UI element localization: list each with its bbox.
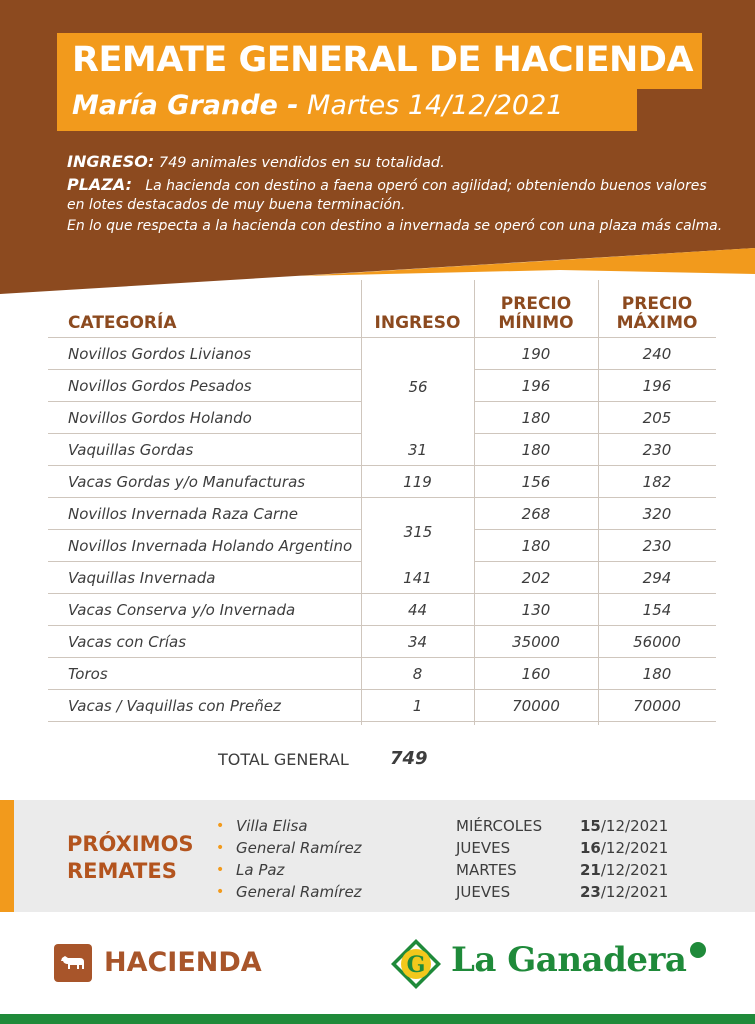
proximo-place: General Ramírez — [236, 839, 362, 857]
proximo-place: La Paz — [236, 861, 285, 879]
categoria-cell: Novillos Gordos Holando — [68, 408, 252, 427]
table-row — [48, 658, 716, 690]
precio-maximo-cell: 205 — [642, 408, 672, 427]
precio-maximo-cell: 182 — [642, 472, 672, 491]
plaza-label: PLAZA: — [67, 175, 132, 194]
proximo-day: JUEVES — [456, 883, 511, 901]
precio-maximo-cell: 230 — [642, 440, 672, 459]
proximo-date — [580, 839, 700, 857]
proximo-date-rest: /12/2021 — [600, 883, 669, 901]
proximo-day-num: 21 — [580, 861, 601, 879]
ingreso-merged-gordos: 56 — [362, 339, 474, 435]
precio-minimo-cell: 35000 — [512, 632, 560, 651]
logo-letter: G — [406, 952, 426, 978]
table-row — [48, 434, 716, 466]
ingreso-cell: 8 — [412, 664, 423, 683]
categoria-cell: Vacas Conserva y/o Invernada — [68, 600, 296, 619]
precio-minimo-cell: 196 — [521, 376, 551, 395]
categoria-cell: Vaquillas Invernada — [68, 568, 216, 587]
bullet-icon: • — [216, 840, 225, 856]
ingreso-cell: 141 — [403, 568, 432, 587]
proximos-title — [67, 831, 194, 885]
proximo-date — [580, 861, 700, 879]
col-precio-maximo-2: MÁXIMO — [616, 313, 698, 333]
categoria-cell: Vaquillas Gordas — [68, 440, 194, 459]
col-precio-minimo-1: PRECIO — [500, 294, 572, 314]
col-divider — [598, 280, 599, 725]
precio-minimo-cell: 180 — [521, 536, 551, 555]
proximo-day: MARTES — [456, 861, 517, 879]
proximo-day: MIÉRCOLES — [456, 817, 543, 835]
precio-maximo-cell: 70000 — [633, 696, 681, 715]
proximos-accent — [0, 800, 14, 912]
col-divider — [474, 280, 475, 725]
proximos-list — [216, 815, 700, 903]
col-precio-minimo — [474, 295, 598, 333]
footer-bar — [0, 1014, 755, 1024]
brand-badge-icon — [690, 942, 706, 958]
precio-maximo-cell: 196 — [642, 376, 672, 395]
bullet-icon: • — [216, 862, 225, 878]
total-label: TOTAL GENERAL — [218, 750, 349, 769]
proximo-date-rest: /12/2021 — [600, 839, 669, 857]
table-row — [48, 594, 716, 626]
precio-minimo-cell: 156 — [521, 472, 551, 491]
proximo-date — [580, 883, 700, 901]
col-precio-minimo-2: MÍNIMO — [498, 313, 574, 333]
ingreso-cell: 44 — [407, 600, 428, 619]
precio-maximo-cell: 230 — [642, 536, 672, 555]
ingreso-label: INGRESO: — [67, 152, 155, 171]
categoria-cell: Novillos Gordos Livianos — [68, 344, 252, 363]
price-table — [48, 280, 716, 722]
categoria-cell: Novillos Invernada Raza Carne — [68, 504, 298, 523]
brand-name: La Ganadera — [451, 940, 687, 980]
plaza-text-1: La hacienda con destino a faena operó con agilidad; obteniendo buenos valores en lotes destacados de muy buena terminación. — [67, 178, 707, 213]
precio-maximo-cell: 240 — [642, 344, 672, 363]
proximo-item — [216, 859, 700, 881]
col-precio-maximo-1: PRECIO — [621, 294, 693, 314]
proximo-place: General Ramírez — [236, 883, 362, 901]
precio-maximo-cell: 294 — [642, 568, 672, 587]
col-categoria: CATEGORÍA — [68, 313, 177, 333]
precio-minimo-cell: 180 — [521, 440, 551, 459]
categoria-cell: Vacas Gordas y/o Manufacturas — [68, 472, 306, 491]
precio-minimo-cell: 70000 — [512, 696, 560, 715]
categoria-cell: Novillos Gordos Pesados — [68, 376, 252, 395]
categoria-cell: Toros — [68, 664, 108, 683]
precio-maximo-cell: 180 — [642, 664, 672, 683]
hacienda-label: HACIENDA — [104, 947, 262, 978]
precio-minimo-cell: 180 — [521, 408, 551, 427]
proximo-item — [216, 881, 700, 903]
la-ganadera-logo-icon — [390, 938, 442, 990]
subtitle-place: María Grande - — [72, 90, 299, 121]
proximo-day-num: 16 — [580, 839, 601, 857]
proximo-place: Villa Elisa — [236, 817, 308, 835]
precio-minimo-cell: 268 — [521, 504, 551, 523]
precio-minimo-cell: 130 — [521, 600, 551, 619]
intro-text — [67, 152, 727, 238]
categoria-cell: Novillos Invernada Holando Argentino — [68, 536, 353, 555]
categoria-cell: Vacas con Crías — [68, 632, 187, 651]
precio-maximo-cell: 56000 — [633, 632, 681, 651]
proximo-day-num: 15 — [580, 817, 601, 835]
proximo-item — [216, 815, 700, 837]
categoria-cell: Vacas / Vaquillas con Preñez — [68, 696, 281, 715]
plaza-text-2: En lo que respecta a la hacienda con destino a invernada se operó con una plaza más calma. — [67, 218, 723, 234]
proximo-date-rest: /12/2021 — [600, 817, 669, 835]
proximos-title-1: PRÓXIMOS — [67, 832, 194, 856]
table-row — [48, 626, 716, 658]
cow-icon — [54, 944, 92, 982]
precio-minimo-cell: 190 — [521, 344, 551, 363]
table-row — [48, 562, 716, 594]
table-row — [48, 690, 716, 722]
proximo-day: JUEVES — [456, 839, 511, 857]
ingreso-text: 749 animales vendidos en su totalidad. — [158, 155, 445, 171]
proximo-item — [216, 837, 700, 859]
proximo-date — [580, 817, 700, 835]
proximo-day-num: 23 — [580, 883, 601, 901]
ingreso-cell: 31 — [407, 440, 428, 459]
proximo-date-rest: /12/2021 — [600, 861, 669, 879]
bullet-icon: • — [216, 884, 225, 900]
ingreso-cell: 119 — [403, 472, 432, 491]
col-ingreso: INGRESO — [374, 313, 461, 333]
precio-minimo-cell: 202 — [521, 568, 551, 587]
table-header — [48, 280, 716, 338]
ingreso-cell: 1 — [412, 696, 423, 715]
precio-maximo-cell: 154 — [642, 600, 672, 619]
col-precio-maximo — [598, 295, 716, 333]
table-row — [48, 466, 716, 498]
bullet-icon: • — [216, 818, 225, 834]
total-value: 749 — [390, 748, 428, 769]
page-title: REMATE GENERAL DE HACIENDA — [72, 40, 693, 80]
precio-minimo-cell: 160 — [521, 664, 551, 683]
page-subtitle — [72, 90, 563, 121]
ingreso-cell: 34 — [407, 632, 428, 651]
ingreso-merged-invernada: 315 — [362, 500, 474, 564]
proximos-title-2: REMATES — [67, 859, 177, 883]
subtitle-date: Martes 14/12/2021 — [307, 90, 564, 121]
precio-maximo-cell: 320 — [642, 504, 672, 523]
